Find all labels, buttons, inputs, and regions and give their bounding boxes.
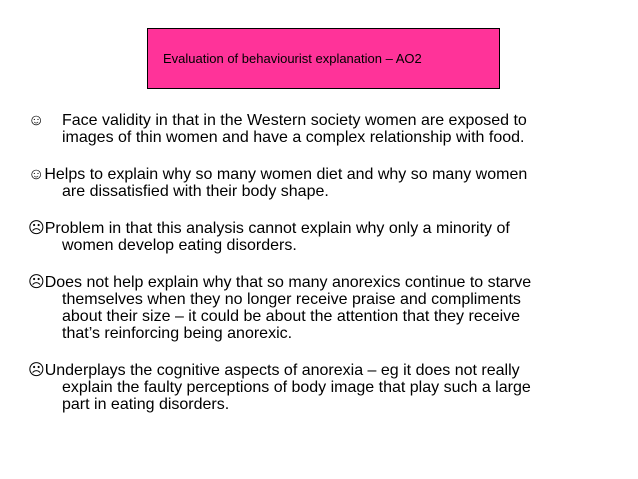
bullet-item-helps-explain <box>28 166 608 200</box>
bullet-line: Helps to explain why so many women diet and why so many women <box>44 166 528 183</box>
bullet-first-line <box>28 274 608 291</box>
frown-face-icon: ☹ <box>28 362 45 379</box>
bullet-item-continue-starve <box>28 274 608 342</box>
bullet-first-line <box>28 166 608 183</box>
smile-face-icon: ☺ <box>28 112 45 129</box>
bullet-line: Underplays the cognitive aspects of anorexia – eg it does not really <box>44 362 520 379</box>
bullet-line: explain the faulty perceptions of body image that play such a large <box>62 379 531 396</box>
bullet-line: Face validity in that in the Western society women are exposed to <box>62 112 527 129</box>
bullet-line: images of thin women and have a complex relationship with food. <box>62 129 525 146</box>
bullet-line: are dissatisfied with their body shape. <box>62 183 329 200</box>
frown-face-icon: ☹ <box>28 220 45 237</box>
bullet-list <box>28 112 608 433</box>
slide-title-box <box>147 28 500 89</box>
bullet-item-face-validity <box>28 112 608 146</box>
bullet-line: about their size – it could be about the attention that they receive <box>62 308 521 325</box>
slide-title: Evaluation of behaviourist explanation – AO2 <box>163 50 422 66</box>
bullet-line: part in eating disorders. <box>62 396 230 413</box>
bullet-line: women develop eating disorders. <box>62 237 297 254</box>
bullet-first-line <box>28 362 608 379</box>
smile-face-icon: ☺ <box>28 166 45 183</box>
bullet-line: Problem in that this analysis cannot explain why only a minority of <box>44 220 510 237</box>
bullet-item-cognitive-aspects <box>28 362 608 413</box>
bullet-first-line <box>28 220 608 237</box>
bullet-line: that’s reinforcing being anorexic. <box>62 325 293 342</box>
frown-face-icon: ☹ <box>28 274 45 291</box>
bullet-line: Does not help explain why that so many anorexics continue to starve <box>44 274 532 291</box>
bullet-line: themselves when they no longer receive praise and compliments <box>62 291 521 308</box>
bullet-item-problem-minority <box>28 220 608 254</box>
